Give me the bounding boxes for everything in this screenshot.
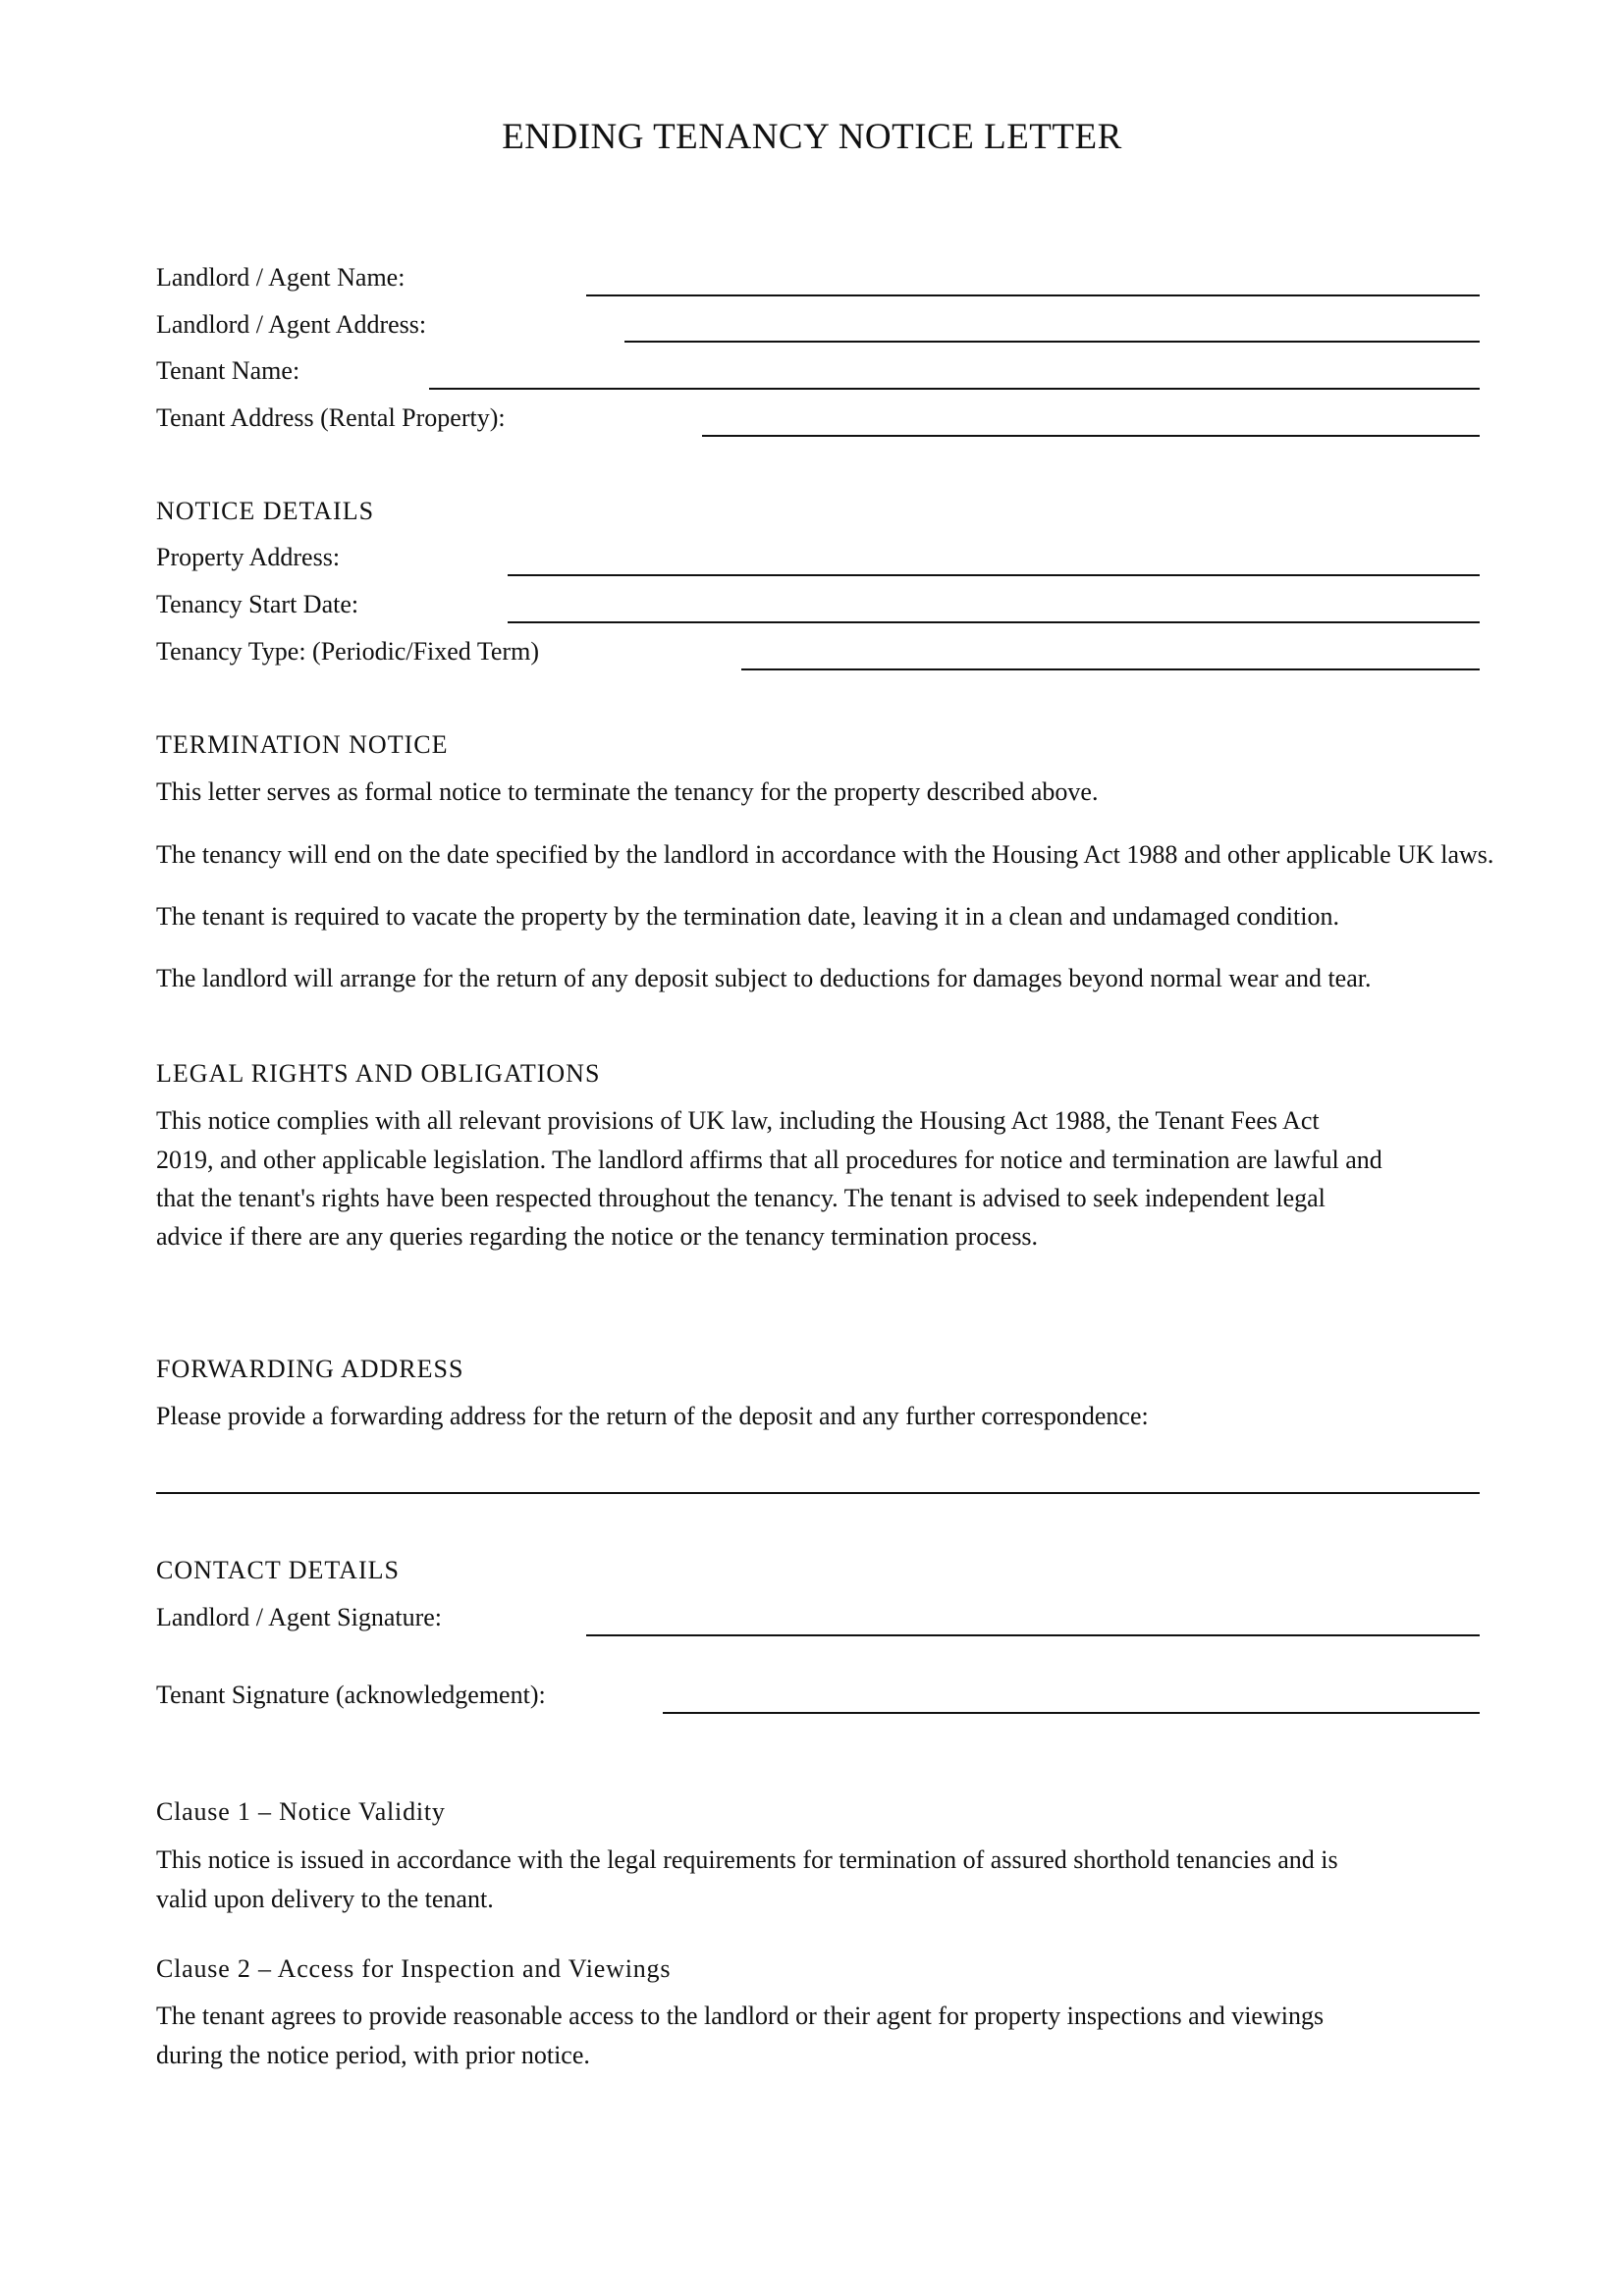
termination-paragraph: The tenant is required to vacate the property by the termination date, leaving it in a clean and undamaged condition. (156, 902, 1339, 931)
legal-paragraph-line: advice if there are any queries regarding the notice or the tenancy termination process. (156, 1222, 1039, 1251)
clause-2-line: The tenant agrees to provide reasonable access to the landlord or their agent for property inspections and viewings (156, 2002, 1325, 2030)
tenant-name-label: Tenant Name: (156, 356, 300, 385)
termination-paragraph: This letter serves as formal notice to terminate the tenancy for the property described above. (156, 777, 1099, 806)
clause-2-line: during the notice period, with prior notice. (156, 2041, 590, 2069)
clause-1-line: valid upon delivery to the tenant. (156, 1885, 494, 1913)
termination-paragraph: The landlord will arrange for the return of any deposit subject to deductions for damages beyond normal wear and tear. (156, 964, 1372, 992)
property-address-label: Property Address: (156, 543, 341, 571)
termination-heading: TERMINATION NOTICE (156, 730, 449, 759)
termination-paragraph: The tenancy will end on the date specified by the landlord in accordance with the Housing Act 1988 and other applicable UK laws. (156, 840, 1494, 869)
clause-2-heading: Clause 2 – Access for Inspection and Viewings (156, 1954, 672, 1983)
tenant-name-field[interactable] (429, 388, 1480, 390)
forwarding-address-field[interactable] (156, 1492, 1480, 1494)
contact-heading: CONTACT DETAILS (156, 1556, 400, 1584)
property-address-field[interactable] (508, 574, 1480, 576)
document-title: ENDING TENANCY NOTICE LETTER (502, 117, 1122, 157)
tenancy-start-date-label: Tenancy Start Date: (156, 590, 359, 618)
landlord-signature-label: Landlord / Agent Signature: (156, 1603, 443, 1631)
legal-paragraph-line: that the tenant's rights have been respected throughout the tenancy. The tenant is advised to seek independent legal (156, 1184, 1326, 1212)
tenancy-type-label: Tenancy Type: (Periodic/Fixed Term) (156, 637, 539, 666)
landlord-signature-field[interactable] (586, 1634, 1480, 1636)
tenant-address-field[interactable] (702, 435, 1480, 437)
forwarding-heading: FORWARDING ADDRESS (156, 1355, 464, 1383)
legal-paragraph-line: 2019, and other applicable legislation. The landlord affirms that all procedures for notice and termination are lawful and (156, 1146, 1382, 1174)
tenant-signature-field[interactable] (663, 1712, 1480, 1714)
landlord-name-field[interactable] (586, 294, 1480, 296)
legal-paragraph-line: This notice complies with all relevant provisions of UK law, including the Housing Act 1988, the Tenant Fees Act (156, 1106, 1320, 1135)
forwarding-instruction: Please provide a forwarding address for the return of the deposit and any further correspondence: (156, 1402, 1149, 1430)
clause-1-line: This notice is issued in accordance with the legal requirements for termination of assured shorthold tenancies and is (156, 1845, 1338, 1874)
notice-details-heading: NOTICE DETAILS (156, 497, 375, 525)
landlord-name-label: Landlord / Agent Name: (156, 263, 406, 292)
tenant-signature-label: Tenant Signature (acknowledgement): (156, 1681, 546, 1709)
tenancy-start-date-field[interactable] (508, 621, 1480, 623)
landlord-address-label: Landlord / Agent Address: (156, 310, 427, 339)
tenancy-type-field[interactable] (741, 668, 1480, 670)
tenant-address-label: Tenant Address (Rental Property): (156, 403, 506, 432)
legal-heading: LEGAL RIGHTS AND OBLIGATIONS (156, 1059, 601, 1088)
landlord-address-field[interactable] (624, 341, 1480, 343)
clause-1-heading: Clause 1 – Notice Validity (156, 1797, 446, 1826)
